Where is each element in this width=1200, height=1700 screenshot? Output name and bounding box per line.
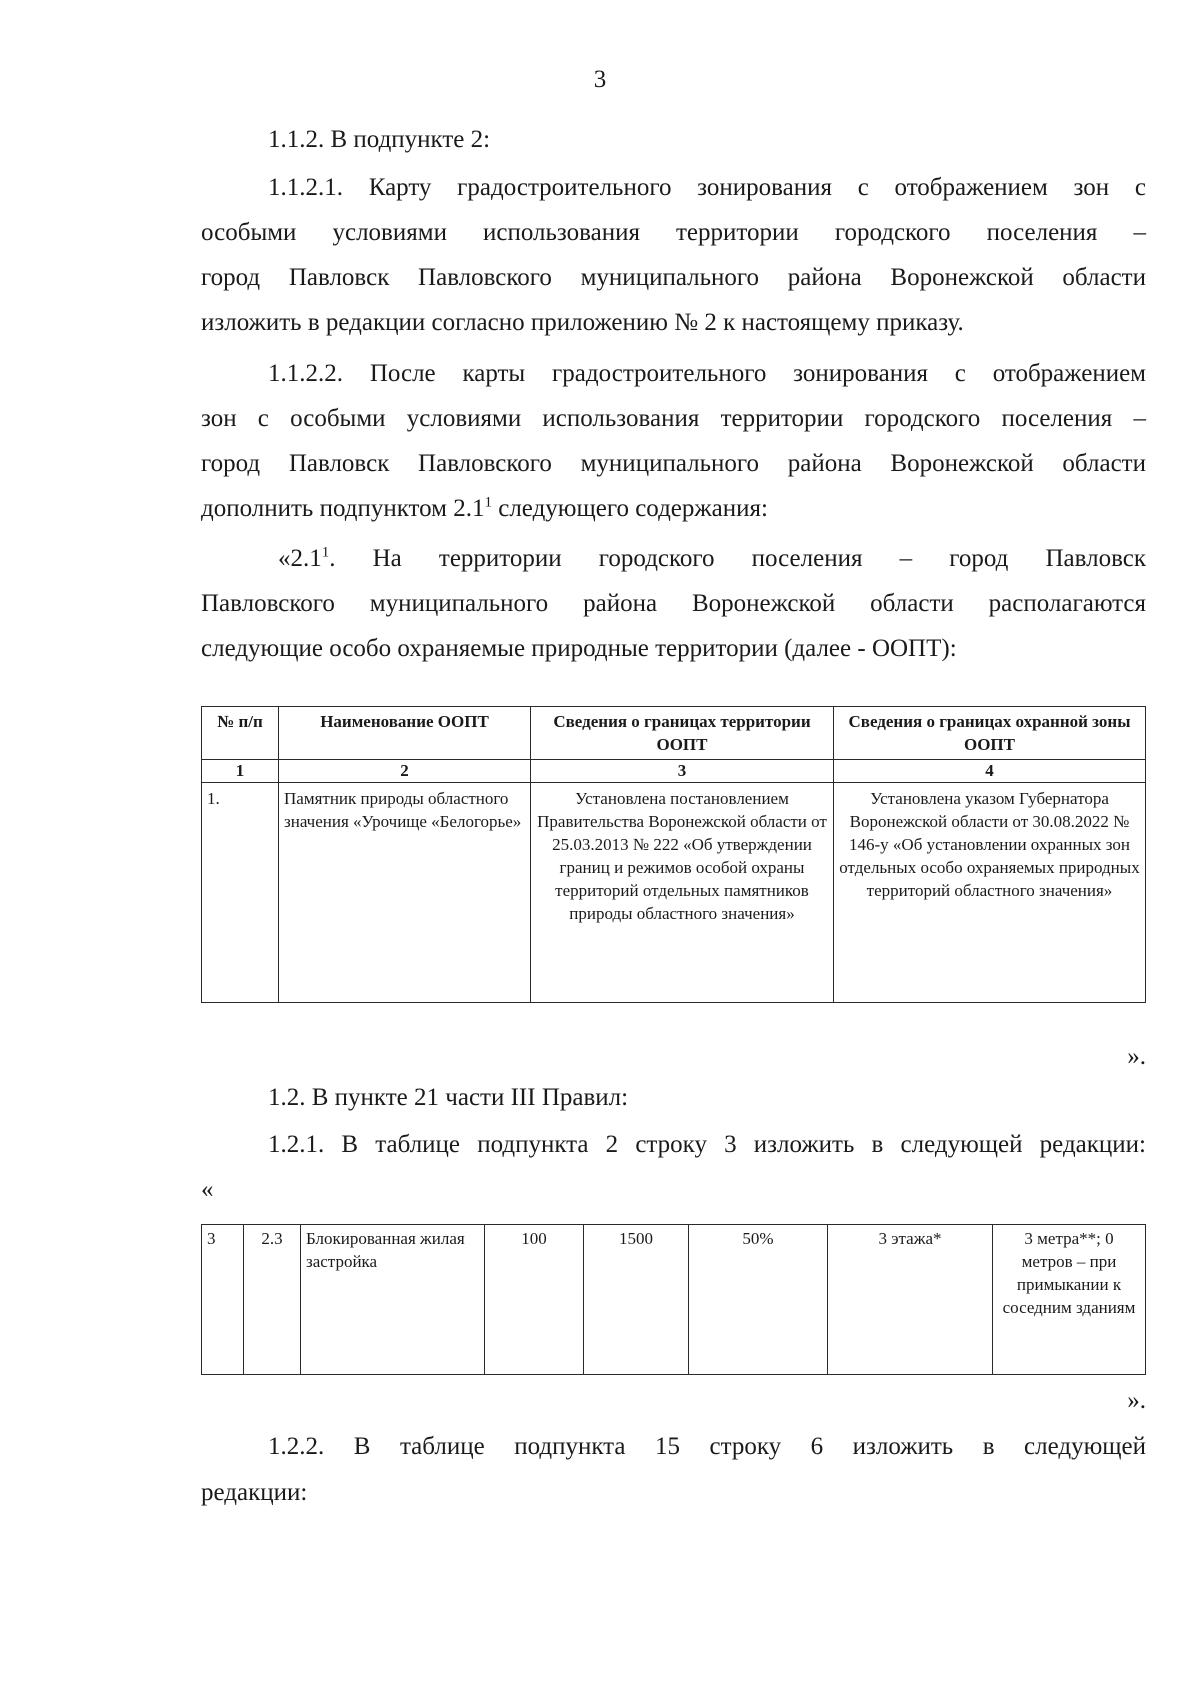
para-1-1-2-2-line1: 1.1.2.2. После карты градостроительного зонирования с отображением — [268, 360, 1146, 387]
open-quote: « — [201, 1176, 214, 1203]
oopt-table-header-row — [202, 707, 1146, 760]
table-row — [202, 1225, 1146, 1375]
header-territory: Сведения о границах территории ООПТ — [531, 707, 834, 760]
row3-table — [201, 1224, 1146, 1375]
row3-cell-min: 100 — [485, 1225, 584, 1375]
colnum-2: 2 — [279, 760, 531, 783]
page-number: 3 — [593, 66, 607, 93]
cell-zone: Установлена указом Губернатора Воронежской области от 30.08.2022 № 146-у «Об установлении охранных зон отдельных особо охраняемых природных территорий областного значения» — [834, 783, 1146, 1003]
colnum-4: 4 — [834, 760, 1146, 783]
para-1-1-2-2-line2: зон с особыми условиями использования территории городского поселения – — [201, 405, 1146, 432]
table-row — [202, 783, 1146, 1003]
row3-cell-max: 1500 — [584, 1225, 689, 1375]
header-name: Наименование ООПТ — [279, 707, 531, 760]
para-2-1-1-line2: Павловского муниципального района Воронежской области располагаются — [201, 590, 1146, 617]
para-2-1-1-line3: следующие особо охраняемые природные территории (далее - ООПТ): — [201, 635, 957, 662]
para-1-1-2-1-line1: 1.1.2.1. Карту градостроительного зонирования с отображением зон с — [268, 174, 1146, 201]
para-1-1-2-1-line2: особыми условиями использования территории городского поселения – — [201, 219, 1146, 246]
row3-cell-code: 2.3 — [244, 1225, 301, 1375]
para-1-1-2-2-line3: город Павловск Павловского муниципального района Воронежской области — [201, 450, 1146, 477]
cell-num: 1. — [202, 783, 279, 1003]
para-2-1-1-line1: «$2.1^1$. На территории городского поселения – город Павловск — [278, 544, 1146, 572]
colnum-3: 3 — [531, 760, 834, 783]
para-1-2-1: 1.2.1. В таблице подпункта 2 строку 3 изложить в следующей редакции: — [268, 1131, 1146, 1158]
row3-cell-num: 3 — [202, 1225, 244, 1375]
colnum-1: 1 — [202, 760, 279, 783]
row3-cell-percent: 50% — [689, 1225, 828, 1375]
para-1-1-2-1-line3: город Павловск Павловского муниципального района Воронежской области — [201, 264, 1146, 291]
header-zone: Сведения о границах охранной зоны ООПТ — [834, 707, 1146, 760]
row3-cell-setback: 3 метра**; 0 метров – при примыкании к соседним зданиям — [993, 1225, 1146, 1375]
para-1-1-2-2-line4: дополнить подпунктом $2.1^1$ следующего содержания: — [201, 494, 768, 522]
cell-name: Памятник природы областного значения «Урочище «Белогорье» — [279, 783, 531, 1003]
para-1-1-2: 1.1.2. В подпункте 2: — [268, 126, 491, 153]
para-1-2-2-line1: 1.2.2. В таблице подпункта 15 строку 6 изложить в следующей — [268, 1433, 1146, 1460]
row3-cell-use: Блокированная жилая застройка — [301, 1225, 485, 1375]
para-1-1-2-1-line4: изложить в редакции согласно приложению № 2 к настоящему приказу. — [201, 309, 964, 336]
close-quote-1: ». — [1127, 1043, 1146, 1070]
cell-territory: Установлена постановлением Правительства Воронежской области от 25.03.2013 № 222 «Об утверждении границ и режимов особой охраны территорий отдельных памятников природы областного значения» — [531, 783, 834, 1003]
close-quote-2: ». — [1127, 1387, 1146, 1414]
oopt-table — [201, 706, 1146, 1003]
para-1-2: 1.2. В пункте 21 части III Правил: — [268, 1084, 629, 1111]
header-num: № п/п — [202, 707, 279, 760]
oopt-table-colnum-row — [202, 760, 1146, 783]
row3-cell-floors: 3 этажа* — [828, 1225, 993, 1375]
para-1-2-2-line2: редакции: — [201, 1479, 308, 1506]
